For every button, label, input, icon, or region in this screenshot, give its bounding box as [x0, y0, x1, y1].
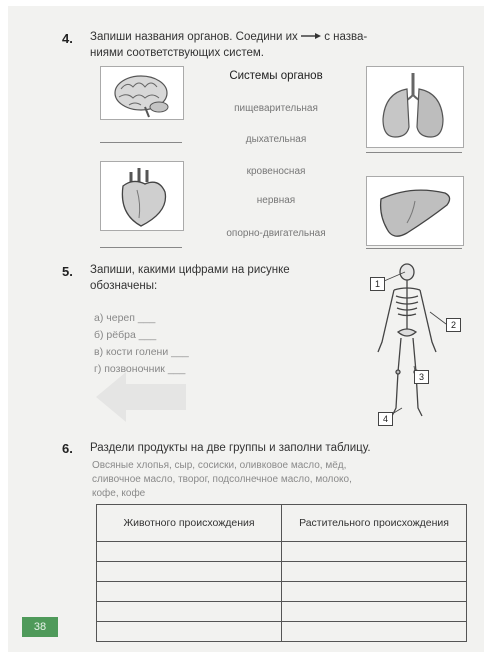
task4-number: 4. [62, 31, 73, 46]
item-skull[interactable]: а) череп ___ [94, 312, 156, 324]
header-plant-origin: Растительного происхождения [282, 505, 467, 542]
cell-animal[interactable] [97, 622, 282, 642]
task6-products [92, 459, 470, 501]
callout-1: 1 [370, 277, 385, 291]
callout-2: 2 [446, 318, 461, 332]
task6-instruction: Раздели продукты на две группы и заполни таблицу. [90, 442, 371, 454]
table-row [97, 602, 467, 622]
system-circulatory: кровеносная [246, 166, 306, 177]
table-row [97, 582, 467, 602]
system-respiratory: дыхательная [245, 134, 307, 145]
task4-line1-end: с назва- [321, 31, 368, 43]
products-line2: сливочное масло, творог, подсолнечное масло, молоко, [92, 474, 352, 485]
system-nervous: нервная [256, 195, 296, 206]
cell-animal[interactable] [97, 582, 282, 602]
task4-line1: Запиши названия органов. Соедини их [90, 31, 301, 43]
task5-line1: Запиши, какими цифрами на рисунке [90, 264, 290, 276]
callout-4: 4 [378, 412, 393, 426]
task5-number: 5. [62, 264, 73, 279]
item-ribs[interactable]: б) рёбра ___ [94, 329, 157, 341]
cell-animal[interactable] [97, 602, 282, 622]
system-musculoskeletal: опорно-двигательная [226, 228, 326, 239]
callout-3: 3 [414, 370, 429, 384]
task6-number: 6. [62, 441, 73, 456]
table-row [97, 622, 467, 642]
task4-line2: ниями соответствующих систем. [90, 47, 264, 59]
cell-plant[interactable] [282, 562, 467, 582]
products-table [96, 504, 467, 642]
page-number: 38 [22, 617, 58, 637]
cell-plant[interactable] [282, 582, 467, 602]
cell-animal[interactable] [97, 562, 282, 582]
products-line1: Овсяные хлопья, сыр, сосиски, оливковое масло, мёд, [92, 460, 347, 471]
header-animal-origin: Животного происхождения [97, 505, 282, 542]
task5-line2: обозначены: [90, 280, 158, 292]
table-row [97, 542, 467, 562]
systems-title: Системы органов [229, 70, 323, 82]
system-digestive: пищеварительная [234, 103, 318, 114]
item-spine[interactable]: г) позвоночник ___ [94, 363, 186, 375]
cell-plant[interactable] [282, 622, 467, 642]
products-line3: кофе, кофе [92, 488, 146, 499]
cell-plant[interactable] [282, 602, 467, 622]
cell-plant[interactable] [282, 542, 467, 562]
item-shin-bones[interactable]: в) кости голени ___ [94, 346, 189, 358]
cell-animal[interactable] [97, 542, 282, 562]
table-row [97, 562, 467, 582]
